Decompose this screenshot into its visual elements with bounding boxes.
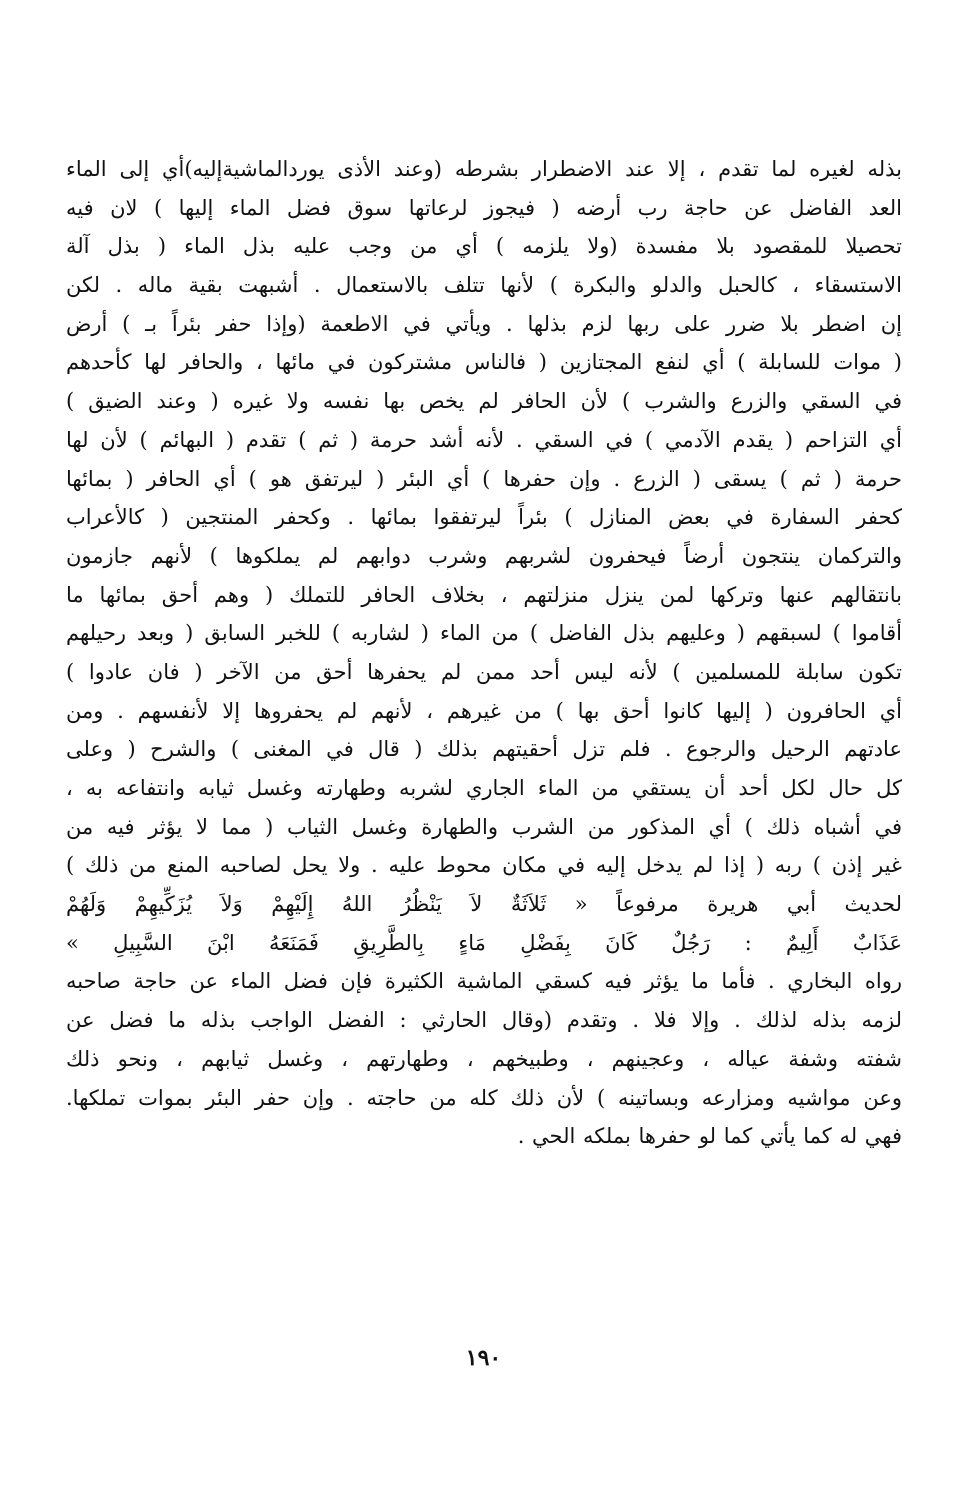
text-line: كحفر السفارة في بعض المنازل ) بئراً ليرتفقوا بمائها . وكحفر المنتجين ( كالأعراب	[66, 505, 902, 530]
hadith-line: لحديث أبي هريرة مرفوعاً « ثَلاَثَةٌ لاَ يَنْظُرُ اللهُ إِلَيْهِمْ وَلاَ يُزَكِّيهِمْ وَلَهُمْ	[66, 892, 902, 917]
text-line: حرمة ( ثم ) يسقى ( الزرع . وإن حفرها ) أي البئر ( ليرتفق هو ) أي الحافر ( بمائها	[66, 466, 902, 491]
page-number: ١٩٠	[465, 1345, 502, 1371]
text-line: العد الفاضل عن حاجة رب أرضه ( فيجوز لرعاتها سوق فضل الماء إليها ) لان فيه	[66, 195, 902, 220]
text-line: إن اضطر بلا ضرر على ربها لزم بذلها . ويأتي في الاطعمة (وإذا حفر بئراً بـ ) أرض	[66, 311, 902, 336]
text-line: بذله لغيره لما تقدم ، إلا عند الاضطرار بشرطه (وعند الأذى يوردالماشيةإليه)أي إلى الماء	[66, 157, 902, 181]
text-line: أي الحافرون ( إليها كانوا أحق بها ) من غيرهم ، لأنهم لم يحفروها إلا لأنفسهم . ومن	[66, 698, 902, 723]
text-line: غير إذن ) ربه ( إذا لم يدخل إليه في مكان محوط عليه . ولا يحل لصاحبه المنع من ذلك )	[66, 853, 902, 878]
text-line: لزمه بذله لذلك . وإلا فلا . وتقدم (وقال الحارثي : الفضل الواجب بذله ما فضل عن	[66, 1008, 902, 1033]
text-line: في أشباه ذلك ) أي المذكور من الشرب والطهارة وغسل الثياب ( مما لا يؤثر فيه من	[66, 814, 902, 839]
text-line: أقاموا ) لسبقهم ( وعليهم بذل الفاضل ) من الماء ( لشاربه ) للخبر السابق ( وبعد رحيلهم	[66, 621, 902, 646]
body-text	[66, 150, 902, 1156]
text-line: تحصيلا للمقصود بلا مفسدة (ولا يلزمه ) أي من وجب عليه بذل الماء ( بذل آلة	[66, 234, 902, 259]
text-line: في السقي والزرع والشرب ) لأن الحافر لم يخص بها نفسه ولا غيره ( وعند الضيق )	[66, 389, 902, 414]
text-line: أي التزاحم ( يقدم الآدمي ) في السقي . لأنه أشد حرمة ( ثم ) تقدم ( البهائم ) لأن لها	[66, 427, 902, 452]
text-line: شفته وشفة عياله ، وعجينهم ، وطبيخهم ، وطهارتهم ، وغسل ثيابهم ، ونحو ذلك	[66, 1046, 902, 1071]
text-line: رواه البخاري . فأما ما يؤثر فيه كسقي الماشية الكثيرة فإن فضل الماء عن حاجة صاحبه	[66, 969, 902, 994]
text-line: عادتهم الرحيل والرجوع . فلم تزل أحقيتهم بذلك ( قال في المغنى ) والشرح ( وعلى	[66, 737, 902, 762]
text-line: والتركمان ينتجون أرضاً فيحفرون لشربهم وشرب دوابهم لم يملكوها ) لأنهم جازمون	[66, 543, 902, 568]
text-line: كل حال لكل أحد أن يستقي من الماء الجاري لشربه وطهارته وغسل ثيابه وانتفاعه به ،	[66, 776, 902, 800]
hadith-line: عَذَابٌ أَلِيمٌ : رَجُلٌ كَانَ بِفَضْلِ مَاءٍ بِالطَّرِيقِ فَمَنَعَهُ ابْنَ السَّبِيلِ »	[66, 930, 902, 955]
text-line: تكون سابلة للمسلمين ) لأنه ليس أحد ممن لم يحفرها أحق من الآخر ( فان عادوا )	[66, 659, 902, 684]
text-line: الاستسقاء ، كالحبل والدلو والبكرة ) لأنها تتلف بالاستعمال . أشبهت بقية ماله . لكن	[66, 273, 902, 298]
text-line: بانتقالهم عنها وتركها لمن ينزل منزلتهم ، بخلاف الحافر للتملك ( وهم أحق بمائها ما	[66, 582, 902, 607]
text-line: وعن مواشيه ومزارعه وبساتينه ) لأن ذلك كله من حاجته . وإن حفر البئر بموات تملكها.	[66, 1085, 902, 1110]
text-line: ( موات للسابلة ) أي لنفع المجتازين ( فالناس مشتركون في مائها ، والحافر لها كأحدهم	[66, 350, 902, 375]
text-line: فهي له كما يأتي كما لو حفرها بملكه الحي .	[517, 1124, 902, 1149]
